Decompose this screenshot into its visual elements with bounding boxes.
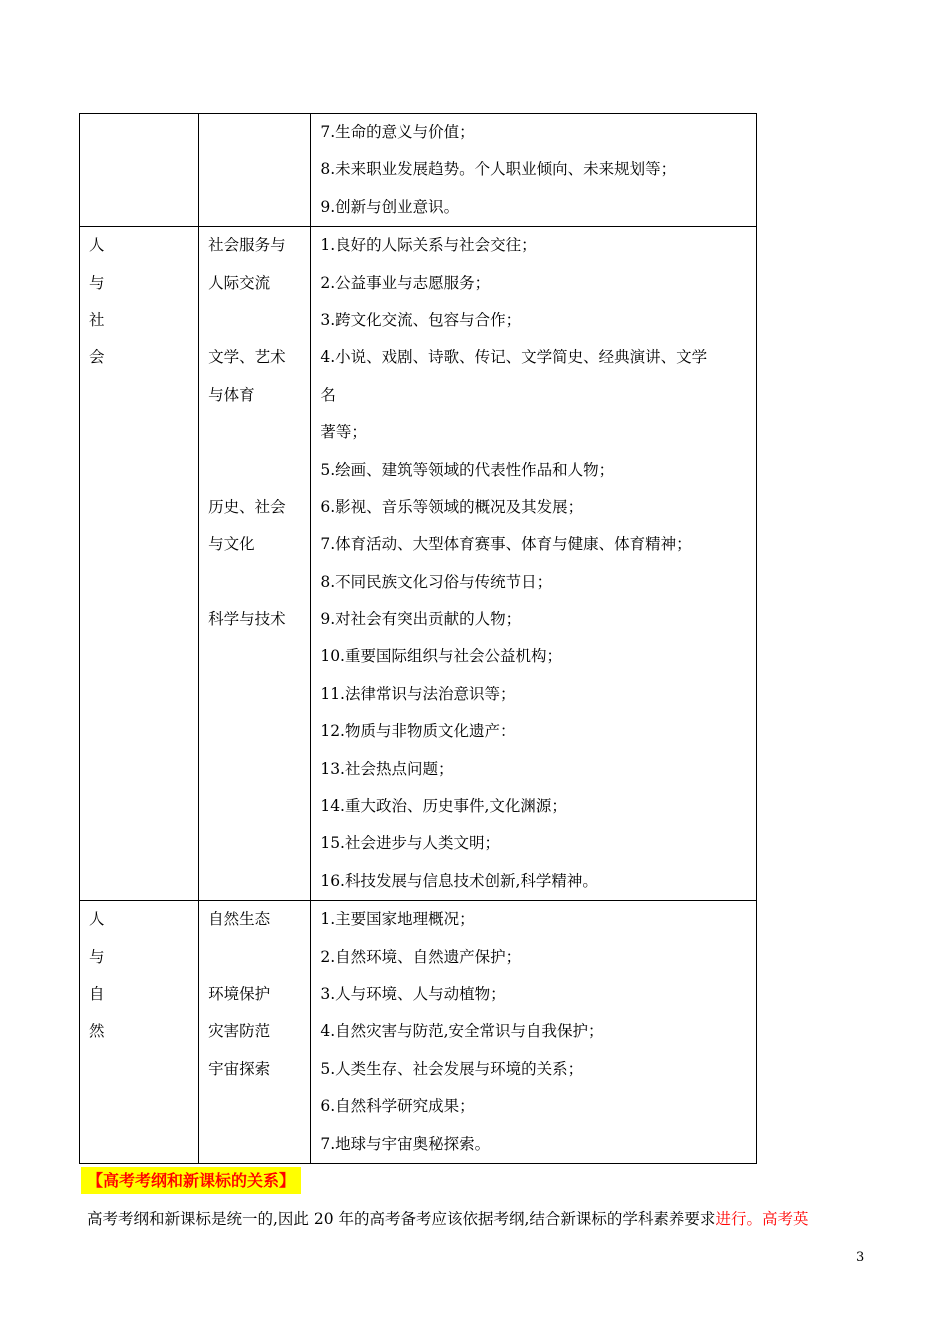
subtopic-line (199, 414, 310, 451)
theme-char: 社 (89, 310, 105, 329)
subtopic-cell (199, 227, 311, 901)
items-cell (311, 901, 757, 1164)
list-item: 15.社会进步与人类文明； (320, 834, 500, 853)
theme-char: 人 (89, 910, 105, 929)
list-item: 12.物质与非物质文化遗产： (320, 722, 516, 741)
list-item: 1.良好的人际关系与社会交往； (320, 236, 537, 255)
theme-char: 然 (89, 1022, 105, 1041)
theme-char: 与 (89, 273, 105, 292)
subtopic-line: 人际交流 (208, 273, 271, 292)
theme-char: 自 (89, 984, 105, 1003)
list-item: 7.地球与宇宙奥秘探索。 (320, 1134, 491, 1153)
subtopic-line: 环境保护 (208, 984, 271, 1003)
list-item: 著等； (320, 423, 367, 442)
page-number: 3 (856, 1250, 865, 1265)
theme-cell (80, 114, 199, 227)
subtopic-line: 灾害防范 (208, 1022, 271, 1041)
list-item: 3.人与环境、人与动植物； (320, 984, 506, 1003)
subtopic-line: 历史、社会 (208, 497, 286, 516)
list-item: 4.自然灾害与防范,安全常识与自我保护； (320, 1022, 604, 1041)
syllabus-table (79, 113, 757, 1164)
subtopic-line: 自然生态 (208, 910, 271, 929)
list-item: 3.跨文化交流、包容与合作； (320, 310, 522, 329)
table-row (80, 114, 757, 227)
list-item: 13.社会热点问题； (320, 759, 454, 778)
subtopic-line: 科学与技术 (208, 610, 286, 629)
paragraph (87, 1206, 808, 1232)
list-item: 7.体育活动、大型体育赛事、体育与健康、体育精神； (320, 535, 692, 554)
list-item: 6.影视、音乐等领域的概况及其发展； (320, 497, 584, 516)
theme-char: 与 (89, 947, 105, 966)
subtopic-cell (199, 114, 311, 227)
subtopic-line: 文学、艺术 (208, 348, 286, 367)
list-item: 7.生命的意义与价值； (320, 123, 475, 141)
paragraph-text: 高考考纲和新课标是统一的,因此 20 年的高考备考应该依据考纲,结合新课标的学科素养要求 (87, 1210, 716, 1228)
theme-char: 会 (89, 348, 105, 367)
subtopic-line (199, 939, 310, 976)
list-item: 2.公益事业与志愿服务； (320, 273, 491, 292)
list-item: 5.绘画、建筑等领域的代表性作品和人物； (320, 460, 615, 479)
list-item: 10.重要国际组织与社会公益机构； (320, 647, 562, 666)
table-body (80, 114, 757, 1164)
items-cell (311, 227, 757, 901)
list-item: 1.主要国家地理概况； (320, 910, 475, 929)
table-row (80, 901, 757, 1164)
paragraph-highlight: 进行。高考英 (715, 1210, 809, 1228)
items-cell (311, 114, 757, 227)
list-item: 8.不同民族文化习俗与传统节日； (320, 572, 553, 591)
theme-cell (80, 901, 199, 1164)
section-heading: 【高考考纲和新课标的关系】 (81, 1167, 301, 1194)
list-item: 2.自然环境、自然遗产保护； (320, 947, 522, 966)
subtopic-line: 与体育 (208, 385, 255, 404)
subtopic-line (199, 452, 310, 489)
list-item: 16.科技发展与信息技术创新,科学精神。 (320, 871, 598, 890)
theme-cell (80, 227, 199, 901)
subtopic-cell (199, 901, 311, 1164)
list-item: 5.人类生存、社会发展与环境的关系； (320, 1059, 584, 1078)
table-row (80, 227, 757, 901)
list-item: 4.小说、戏剧、诗歌、传记、文学简史、经典演讲、文学 (320, 348, 708, 367)
subtopic-line (199, 564, 310, 601)
list-item: 9.创新与创业意识。 (320, 197, 460, 216)
subtopic-line: 与文化 (208, 535, 255, 554)
theme-char: 人 (89, 236, 105, 255)
list-item: 名 (320, 385, 336, 404)
subtopic-line: 社会服务与 (208, 236, 286, 255)
list-item: 8.未来职业发展趋势。个人职业倾向、未来规划等； (320, 160, 677, 179)
list-item: 14.重大政治、历史事件,文化渊源； (320, 797, 567, 816)
list-item: 9.对社会有突出贡献的人物； (320, 610, 522, 629)
list-item: 11.法律常识与法治意识等； (320, 684, 516, 703)
subtopic-line: 宇宙探索 (208, 1059, 271, 1078)
list-item: 6.自然科学研究成果； (320, 1097, 475, 1116)
subtopic-line (199, 302, 310, 339)
